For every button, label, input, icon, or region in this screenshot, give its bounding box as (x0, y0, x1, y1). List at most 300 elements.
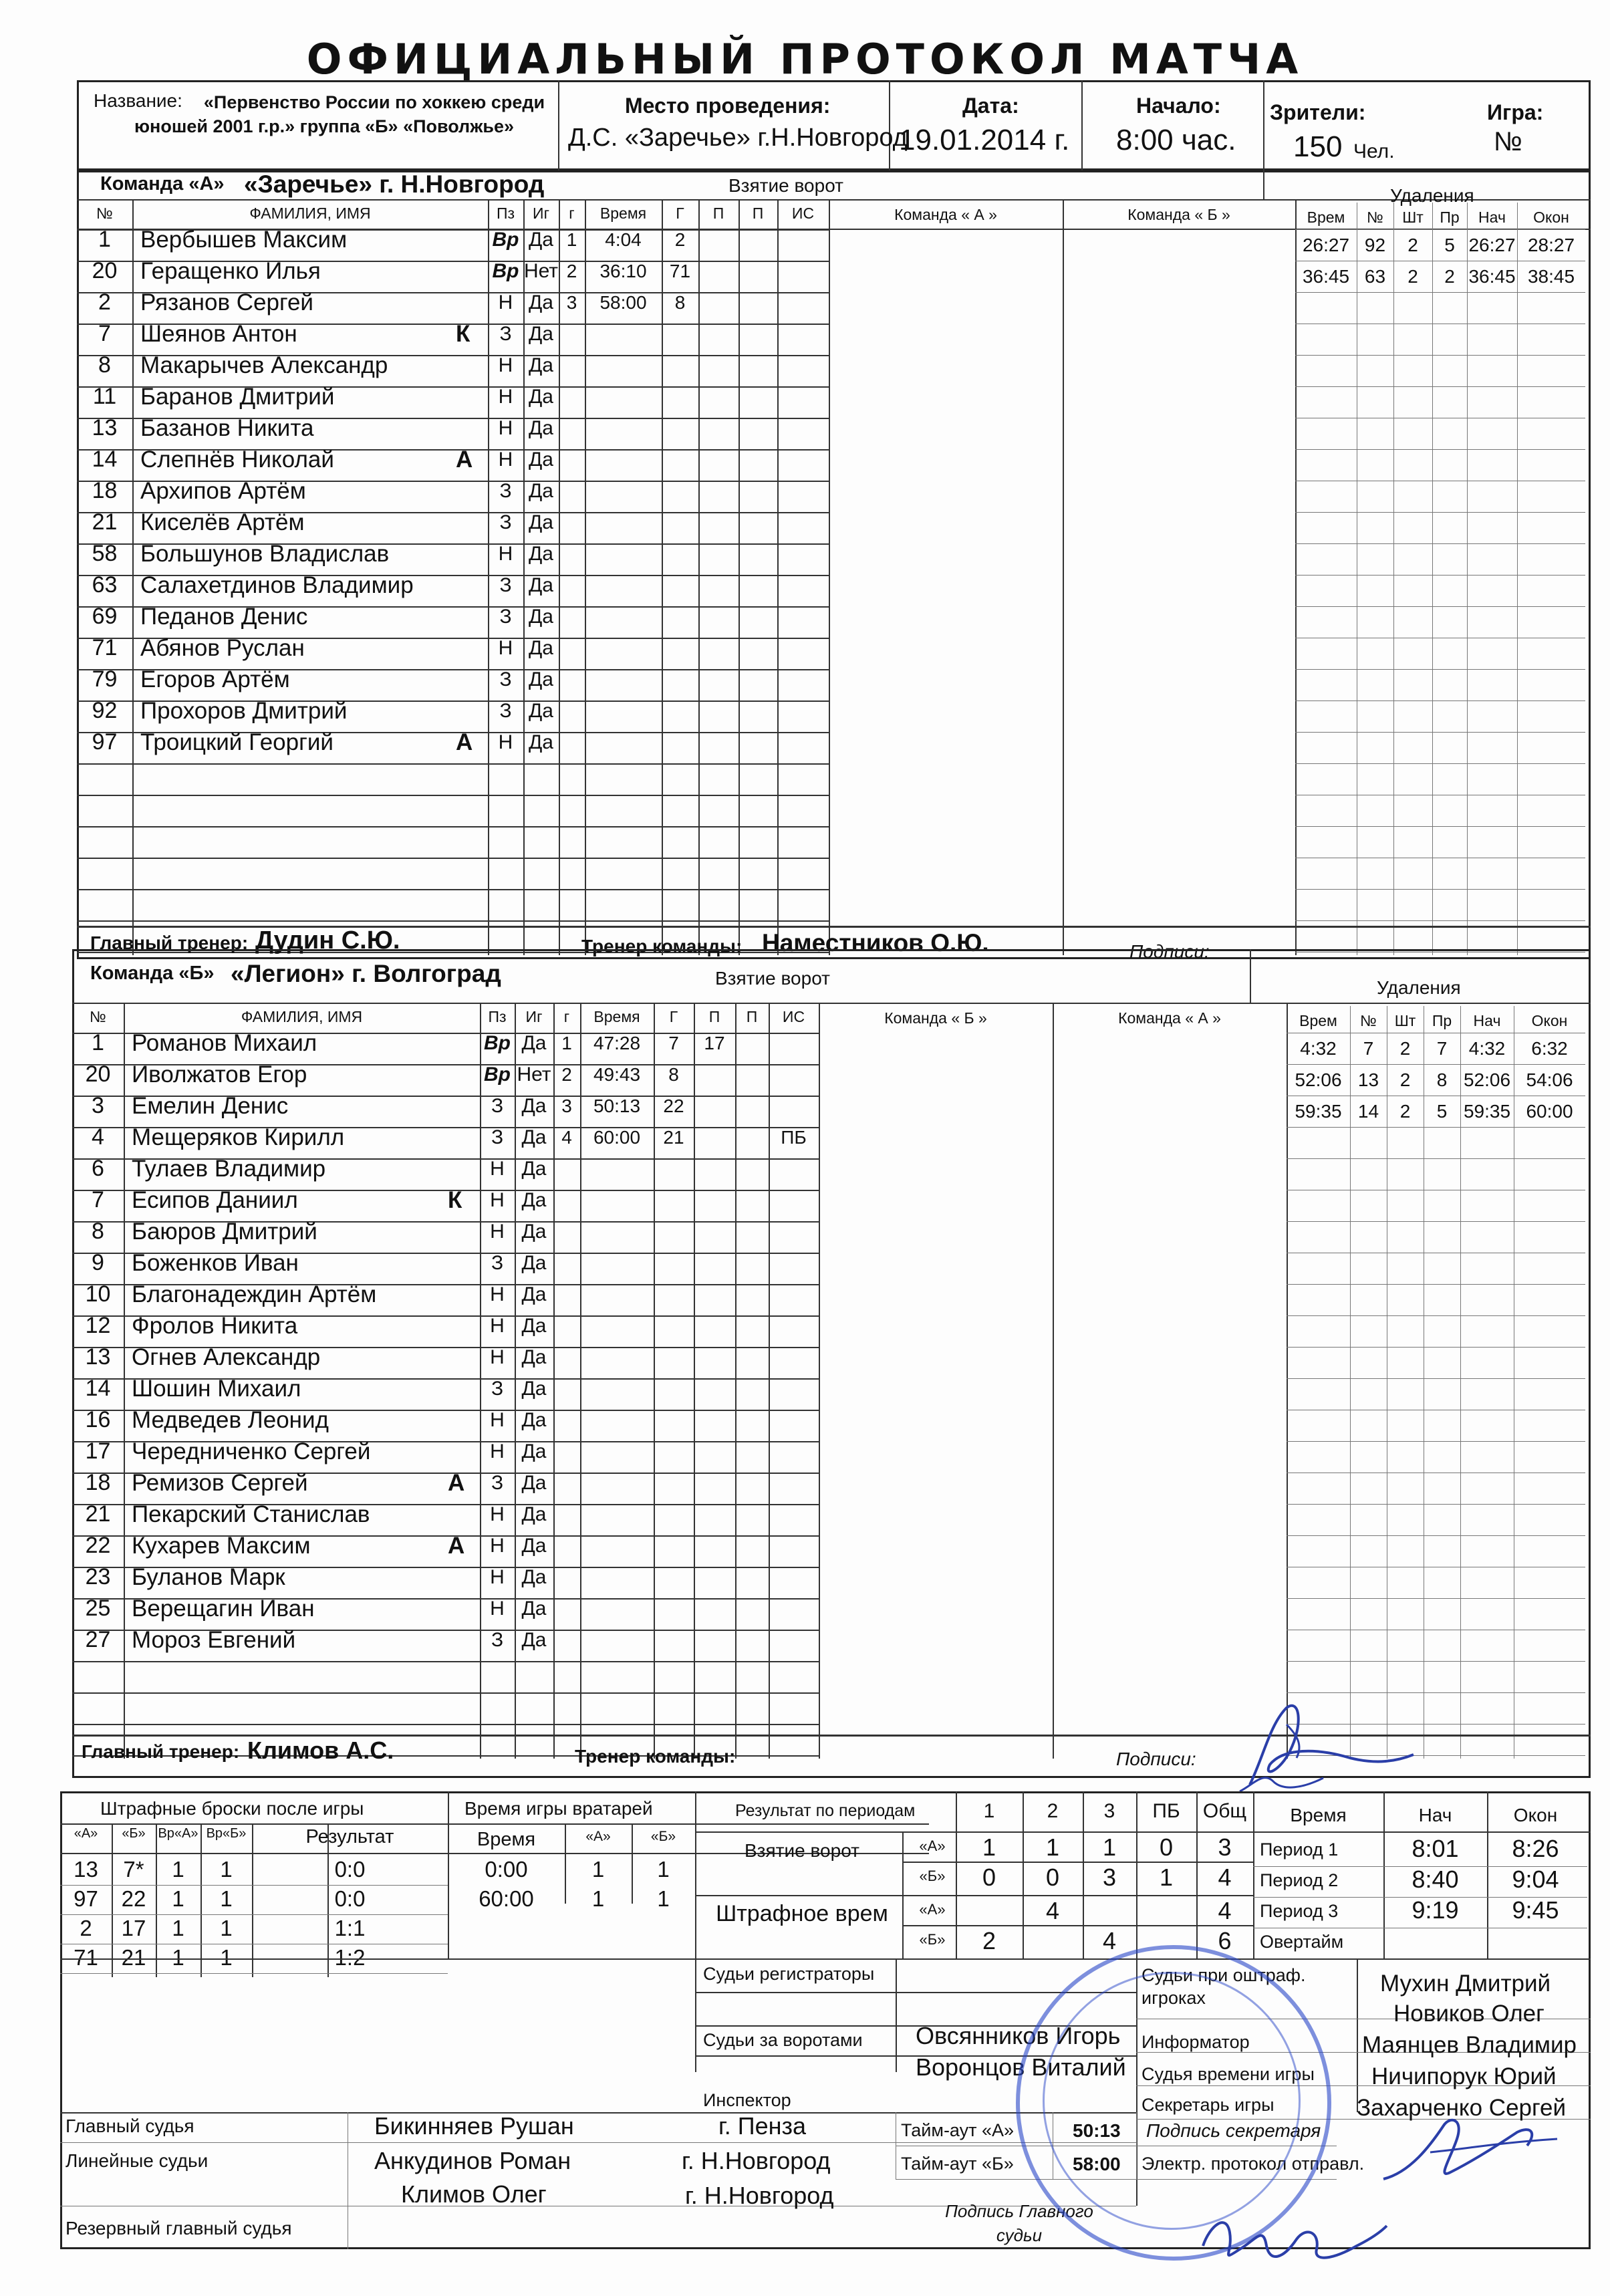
grid-line (1287, 1064, 1585, 1065)
player-played: Да (521, 1472, 547, 1494)
period-cell: 6 (1218, 1927, 1232, 1954)
player-played: Да (528, 291, 553, 313)
grid-line (1295, 229, 1585, 230)
player-name: Благонадеждин Артём (132, 1281, 377, 1307)
player-name: Иволжатов Егор (132, 1061, 307, 1088)
player-position: Вр (492, 229, 519, 251)
penalty-col-p_num: № (1360, 1012, 1377, 1029)
teamA-penalties-title: Удаления (1390, 185, 1474, 206)
goal-assist-1: 17 (704, 1033, 725, 1053)
player-name: Вербышев Максим (140, 227, 348, 253)
goalie-time-header-0: Время (477, 1829, 536, 1850)
spectators-value: 150 (1293, 130, 1343, 163)
goalie-time-header-1: «А» (585, 1829, 611, 1844)
penalty-col-p_nach: Нач (1473, 1012, 1501, 1029)
player-name: Геращенко Илья (140, 258, 321, 284)
player-name: Кухарев Максим (132, 1533, 311, 1559)
grid-line (77, 889, 829, 890)
grid-line (1393, 203, 1394, 955)
penalty-sht: 2 (1399, 1069, 1411, 1090)
teamB-penalties-title: Удаления (1377, 977, 1461, 998)
col-header-time: Время (593, 1008, 640, 1025)
player-position: Вр (484, 1032, 511, 1054)
col-header-IS: ИС (782, 1008, 805, 1025)
page-title: ОФИЦИАЛЬНЫЙ ПРОТОКОЛ МАТЧА (306, 35, 1304, 84)
period-results-title: Результат по периодам (735, 1801, 916, 1820)
shootout-cell: 97 (74, 1886, 98, 1911)
period-end: 9:04 (1512, 1866, 1559, 1893)
player-number: 13 (85, 1344, 111, 1370)
grid-line (735, 1003, 736, 1759)
captain-mark: А (448, 1470, 465, 1496)
col-header-g: г (569, 205, 575, 222)
player-number: 8 (98, 352, 111, 378)
penalty-sht: 2 (1399, 1038, 1411, 1059)
grid-line (739, 199, 740, 955)
grid-line (902, 1862, 1253, 1863)
penalty-num: 7 (1363, 1038, 1374, 1059)
player-played: Да (528, 543, 553, 565)
player-position: Н (490, 1598, 505, 1620)
col-header-name: ФАМИЛИЯ, ИМЯ (241, 1008, 363, 1025)
period-time-label: Период 2 (1260, 1870, 1339, 1890)
goalie-time-cell: 1 (657, 1886, 670, 1911)
player-name: Мороз Евгений (132, 1627, 296, 1653)
player-name: Киселёв Артём (140, 509, 305, 535)
player-played: Да (521, 1535, 547, 1557)
period-row-label: «Б» (919, 1868, 946, 1884)
period-times-header-0: Время (1290, 1805, 1347, 1825)
teamB-label: Команда «Б» (90, 963, 215, 984)
shootout-header-0: «А» (74, 1826, 98, 1841)
shootout-cell: 0:0 (334, 1857, 366, 1882)
penalty-okon: 60:00 (1526, 1101, 1573, 1122)
period-cell: 4 (1102, 1927, 1117, 1954)
goals-col-right: Команда « Б » (1127, 206, 1230, 223)
player-number: 3 (92, 1093, 104, 1118)
shootout-cell: 1 (220, 1945, 233, 1970)
teamA-label: Команда «А» (100, 173, 225, 195)
player-number: 17 (85, 1438, 111, 1464)
grid-line (77, 826, 829, 827)
teamA-name: «Заречье» г. Н.Новгород (244, 170, 545, 198)
goals-label: Взятие ворот (745, 1840, 859, 1861)
main-ref: Бикинняев Рушан (374, 2112, 574, 2140)
goal-judge-1: Овсянников Игорь (916, 2022, 1121, 2049)
timekeeper-label: Судья времени игры (1142, 2064, 1315, 2084)
captain-mark: К (448, 1187, 462, 1213)
goal-index: 3 (561, 1096, 572, 1116)
shootout-cell: 1 (172, 1945, 184, 1970)
player-position: З (499, 574, 512, 596)
penalty-judge-2: Новиков Олег (1393, 2001, 1545, 2027)
grid-line (694, 1003, 695, 1759)
player-number: 25 (85, 1596, 111, 1621)
player-name: Фролов Никита (132, 1313, 298, 1339)
player-played: Да (521, 1378, 547, 1400)
penalty-sht: 2 (1399, 1101, 1411, 1122)
penalty-num: 92 (1364, 235, 1386, 255)
grid-line (1287, 1598, 1585, 1599)
grid-line (1287, 1315, 1585, 1316)
penalty-nach: 4:32 (1468, 1038, 1506, 1059)
col-header-ig: Иг (525, 1008, 543, 1025)
goalie-time-cell: 1 (591, 1857, 605, 1882)
penalty-okon: 54:06 (1526, 1069, 1573, 1090)
col-header-num: № (96, 205, 113, 222)
player-name: Баюров Дмитрий (132, 1219, 317, 1245)
player-played: Да (521, 1440, 547, 1462)
grid-line (124, 1003, 125, 1759)
penalty-time: 4:32 (1300, 1038, 1337, 1059)
timeout-B: 58:00 (1073, 2154, 1121, 2174)
player-name: Ремизов Сергей (132, 1470, 308, 1496)
grid-line (1295, 199, 1297, 955)
player-name: Шеянов Антон (140, 321, 297, 347)
penalty-col-p_sht: Шт (1402, 209, 1424, 226)
player-played: Да (528, 229, 553, 251)
grid-line (77, 763, 829, 765)
shootout-header-1: «Б» (122, 1826, 146, 1841)
goal-scorer: 21 (663, 1127, 684, 1148)
penalty-sht: 2 (1407, 235, 1418, 255)
goal-scorer: 22 (663, 1096, 684, 1116)
shootout-cell: 1:2 (334, 1945, 366, 1970)
informer-label: Информатор (1142, 2032, 1250, 2052)
player-played: Да (521, 1221, 547, 1243)
grid-line (1295, 700, 1585, 701)
main-ref-signature (1190, 2186, 1390, 2279)
shootout-cell: 1 (172, 1857, 184, 1882)
player-position: Н (498, 449, 513, 471)
grid-line (1053, 1003, 1054, 1759)
shootout-cell: 0:0 (334, 1886, 366, 1911)
player-number: 92 (92, 698, 118, 723)
player-played: Да (528, 386, 553, 408)
start-label: Начало: (1136, 94, 1221, 118)
grid-line (1063, 199, 1064, 955)
player-played: Да (521, 1409, 547, 1431)
penalty-pr: 5 (1436, 1101, 1448, 1122)
player-name: Большунов Владислав (140, 541, 390, 567)
grid-line (777, 199, 779, 955)
period-header-4: Общ (1202, 1800, 1247, 1822)
grid-line (1287, 1127, 1585, 1128)
grid-line (1295, 920, 1585, 921)
player-position: Н (490, 1409, 505, 1431)
player-name: Абянов Руслан (140, 635, 305, 661)
grid-line (1295, 889, 1585, 890)
goal-time: 58:00 (599, 292, 647, 313)
player-number: 18 (85, 1470, 111, 1495)
player-position: Н (490, 1158, 505, 1180)
col-header-pz: Пз (488, 1008, 507, 1025)
player-number: 58 (92, 541, 118, 566)
penalty-pr: 8 (1436, 1069, 1448, 1090)
col-header-P2: П (752, 205, 764, 222)
penalty-time: 59:35 (1295, 1101, 1342, 1122)
player-number: 12 (85, 1313, 111, 1338)
goals-col-left: Команда « Б » (884, 1009, 987, 1027)
player-position: З (499, 511, 512, 533)
grid-line (1295, 292, 1585, 293)
grid-line (1517, 203, 1518, 955)
player-position: З (499, 668, 512, 690)
secretary-signature (1370, 2106, 1571, 2206)
grid-line (1287, 1504, 1585, 1505)
grid-line (695, 1895, 1253, 1896)
player-number: 79 (92, 666, 118, 692)
period-cell: 1 (1159, 1864, 1174, 1891)
player-number: 8 (92, 1219, 104, 1244)
player-name: Медведев Леонид (132, 1407, 329, 1433)
grid-line (1287, 1284, 1585, 1285)
player-position: З (491, 1252, 504, 1274)
grid-line (1287, 1347, 1585, 1348)
player-played: Да (521, 1283, 547, 1305)
period-start: 9:19 (1412, 1896, 1459, 1924)
player-name: Емелин Денис (132, 1093, 289, 1119)
player-name: Архипов Артём (140, 478, 306, 504)
player-position: З (499, 480, 512, 502)
col-header-IS: ИС (791, 205, 815, 222)
grid-line (60, 1973, 448, 1974)
teamA-head-coach: Дудин С.Ю. (255, 926, 400, 954)
goal-scorer: 71 (669, 261, 691, 281)
penalty-col-p_okon: Окон (1533, 209, 1569, 226)
player-number: 11 (92, 384, 117, 409)
grid-line (698, 199, 700, 955)
player-played: Да (521, 1189, 547, 1211)
period-cell: 4 (1218, 1897, 1232, 1924)
player-position: Вр (484, 1063, 511, 1086)
goal-time: 36:10 (599, 261, 647, 281)
grid-line (1287, 1441, 1585, 1442)
player-played: Да (528, 511, 553, 533)
player-position: Н (498, 417, 513, 439)
player-position: Н (490, 1440, 505, 1462)
penalty-col-p_sht: Шт (1394, 1012, 1416, 1029)
penalty-judge-1: Мухин Дмитрий (1380, 1970, 1551, 1997)
player-name: Верещагин Иван (132, 1596, 315, 1622)
date-label: Дата: (962, 94, 1019, 118)
player-played: Да (528, 606, 553, 628)
grid-line (72, 1724, 819, 1725)
grid-line (60, 1914, 448, 1915)
period-time-label: Период 1 (1260, 1839, 1339, 1860)
goalie-time-title: Время игры вратарей (464, 1798, 653, 1819)
linesmen-label: Линейные судьи (65, 2150, 209, 2171)
grid-line (77, 858, 829, 859)
period-cell: 1 (1102, 1833, 1117, 1861)
player-played: Да (521, 1629, 547, 1651)
shootout-cell: 22 (121, 1886, 146, 1911)
goalie-time-cell: 0:00 (485, 1857, 528, 1882)
goal-index: 4 (561, 1127, 572, 1148)
shootout-cell: 1 (172, 1886, 184, 1911)
player-played: Да (528, 354, 553, 376)
penalty-num: 14 (1357, 1101, 1379, 1122)
player-position: З (499, 323, 512, 345)
penalty-nach: 52:06 (1463, 1069, 1511, 1090)
venue-label: Место проведения: (625, 94, 831, 118)
teamB-coach-label: Тренер команды: (575, 1746, 736, 1767)
teamA-sign-label: Подписи: (1129, 941, 1210, 962)
secretary: Захарченко Сергей (1357, 2095, 1567, 2121)
grid-line (1467, 203, 1468, 955)
goal-time: 4:04 (605, 229, 642, 250)
player-position: Н (498, 637, 513, 659)
secretary-label: Секретарь игры (1142, 2095, 1274, 2115)
shootout-cell: 13 (74, 1857, 98, 1882)
grid-line (60, 2112, 1136, 2114)
period-row-label: «А» (919, 1837, 946, 1854)
period-cell: 4 (1045, 1897, 1060, 1924)
player-position: Н (490, 1315, 505, 1337)
goal-index: 1 (566, 229, 577, 250)
grid-line (1295, 386, 1585, 387)
col-header-G: Г (669, 1008, 678, 1025)
penalty-pr: 7 (1436, 1038, 1448, 1059)
grid-line (695, 1831, 1591, 1833)
grid-line (829, 199, 830, 955)
player-played: Нет (523, 260, 559, 282)
col-header-P: П (708, 1008, 720, 1025)
spectators-label: Зрители: (1270, 100, 1366, 124)
secretary-sign-label: Подпись секретаря (1146, 2120, 1321, 2141)
player-position: З (491, 1629, 504, 1651)
period-end: 8:26 (1512, 1835, 1559, 1862)
period-header-0: 1 (983, 1800, 995, 1822)
period-header-2: 3 (1103, 1800, 1115, 1822)
grid-line (77, 920, 829, 922)
penalty-num: 63 (1364, 266, 1386, 287)
player-position: Вр (492, 260, 519, 282)
grid-line (60, 1958, 1591, 1960)
player-played: Да (528, 417, 553, 439)
name-label: Название: (94, 90, 182, 111)
shootout-header-2: Вр«А» (158, 1826, 198, 1841)
period-end: 9:45 (1512, 1896, 1559, 1924)
col-header-ig: Иг (533, 205, 549, 222)
col-header-G: Г (676, 205, 684, 222)
penalty-col-p_num: № (1367, 209, 1383, 226)
penalty-judges-label: Судьи при оштраф. игроках (1142, 1965, 1306, 2008)
col-header-pz: Пз (496, 205, 515, 222)
penalty-col-p_pr: Пр (1432, 1012, 1452, 1029)
tournament-name: «Первенство России по хоккею среди юношей 2001 г.р.» группа «Б» «Поволжье» (134, 92, 545, 136)
penalty-col-p_okon: Окон (1531, 1012, 1568, 1029)
grid-line (769, 1003, 770, 1759)
player-number: 27 (85, 1627, 111, 1652)
player-number: 20 (85, 1061, 111, 1087)
reserve-ref-label: Резервный главный судья (65, 2218, 292, 2239)
captain-mark: А (456, 447, 473, 473)
goal-time: 47:28 (593, 1033, 641, 1053)
teamA-coach-label: Тренер команды: (581, 936, 743, 956)
venue-value: Д.С. «Заречье» г.Н.Новгород (568, 124, 908, 152)
player-number: 18 (92, 478, 118, 503)
player-position: Н (490, 1189, 505, 1211)
player-position: Н (490, 1221, 505, 1243)
player-name: Боженков Иван (132, 1250, 299, 1276)
shootout-cell: 1 (172, 1916, 184, 1940)
player-played: Да (528, 637, 553, 659)
shootout-cell: 7* (123, 1857, 144, 1882)
shootout-cell: 1:1 (334, 1916, 366, 1940)
player-name: Шошин Михаил (132, 1376, 301, 1402)
timekeeper: Ничипорук Юрий (1371, 2063, 1557, 2089)
goal-time: 60:00 (593, 1127, 641, 1148)
grid-line (1295, 826, 1585, 827)
penalty-nach: 59:35 (1463, 1101, 1511, 1122)
penalty-time: 52:06 (1295, 1069, 1342, 1090)
grid-line (1287, 1378, 1585, 1379)
player-played: Да (528, 731, 553, 753)
player-played: Да (528, 700, 553, 722)
player-position: Н (498, 386, 513, 408)
period-header-1: 2 (1047, 1800, 1059, 1822)
penalty-time-label: Штрафное врем (716, 1901, 888, 1926)
teamA-head-coach-label: Главный тренер: (90, 932, 249, 953)
player-played: Да (521, 1503, 547, 1525)
player-number: 7 (92, 1187, 104, 1213)
player-name: Буланов Марк (132, 1564, 285, 1590)
shootout-cell: 2 (80, 1916, 92, 1940)
grid-line (1357, 1958, 1358, 2112)
player-played: Да (521, 1158, 547, 1180)
captain-mark: А (448, 1533, 465, 1559)
teamB-head-coach-label: Главный тренер: (82, 1741, 240, 1762)
player-name: Баранов Дмитрий (140, 384, 335, 410)
goal-scorer: 7 (668, 1033, 679, 1053)
penalty-time: 36:45 (1302, 266, 1350, 287)
period-start: 8:01 (1412, 1835, 1459, 1862)
grid-line (132, 199, 134, 955)
period-cell: 1 (1045, 1833, 1060, 1861)
player-name: Романов Михаил (132, 1030, 317, 1056)
grid-line (1287, 1661, 1585, 1662)
player-number: 2 (98, 289, 111, 315)
grid-line (1295, 575, 1585, 576)
player-name: Педанов Денис (140, 604, 308, 630)
goal-index: 1 (561, 1033, 572, 1053)
shootout-cell: 21 (121, 1945, 146, 1970)
goalie-time-cell: 60:00 (479, 1886, 534, 1911)
player-number: 20 (92, 258, 118, 283)
period-cell: 1 (982, 1833, 996, 1861)
grid-line (1432, 203, 1433, 955)
player-name: Пекарский Станислав (132, 1501, 370, 1527)
player-number: 16 (85, 1407, 111, 1432)
col-header-P2: П (746, 1008, 758, 1025)
e-protocol-label: Электр. протокол отправл. (1142, 2154, 1365, 2174)
player-played: Да (521, 1598, 547, 1620)
grid-line (72, 1661, 819, 1662)
penalty-nach: 26:27 (1468, 235, 1516, 255)
timeout-A: 50:13 (1073, 2120, 1121, 2141)
goals-col-left: Команда « А » (894, 206, 997, 223)
col-header-num: № (90, 1008, 106, 1025)
grid-line (1295, 543, 1585, 544)
col-header-time: Время (599, 205, 647, 222)
grid-line (72, 1692, 819, 1694)
inspector-label: Инспектор (703, 2090, 791, 2110)
period-cell: 0 (1159, 1833, 1174, 1861)
game-value: № (1494, 127, 1522, 156)
player-played: Да (521, 1095, 547, 1117)
player-played: Да (528, 574, 553, 596)
